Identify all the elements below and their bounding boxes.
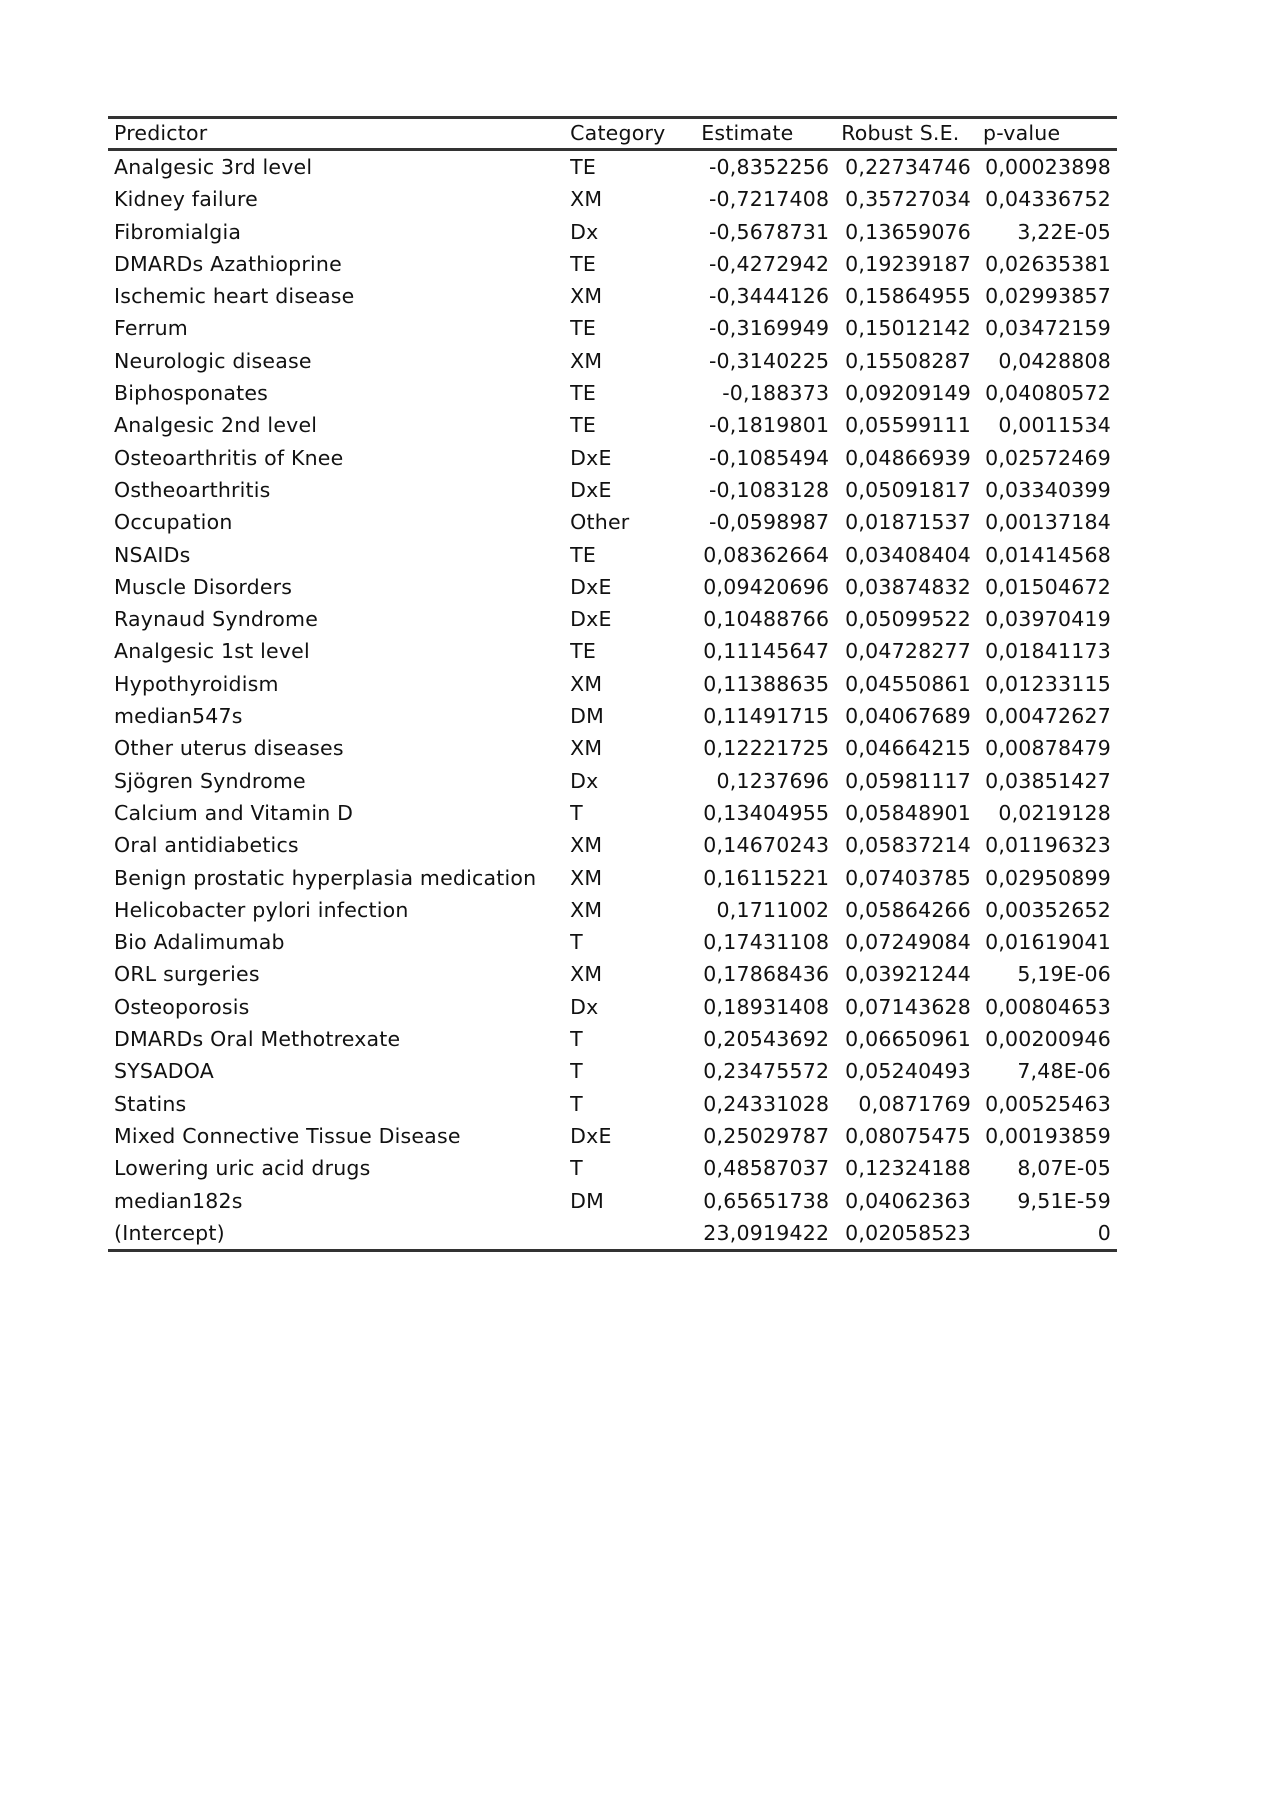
cell-predictor: Ischemic heart disease (114, 284, 355, 309)
cell-predictor: Raynaud Syndrome (114, 607, 319, 632)
cell-category: T (570, 1091, 583, 1116)
table-row (108, 862, 1117, 894)
table-row (108, 991, 1117, 1023)
cell-robust-se: 0,03408404 (845, 542, 972, 567)
table-row (108, 894, 1117, 926)
cell-p-value: 0,00023898 (985, 155, 1111, 179)
table-row (108, 700, 1117, 732)
cell-robust-se: 0,35727034 (845, 187, 972, 212)
table-row (108, 1023, 1117, 1055)
cell-predictor: Statins (114, 1091, 187, 1116)
cell-p-value: 8,07E-05 (1017, 1156, 1111, 1181)
cell-p-value: 0,02572469 (985, 445, 1111, 470)
header-p-value: p-value (983, 121, 1061, 145)
cell-category: T (570, 930, 583, 955)
cell-estimate: 0,11388635 (703, 671, 830, 696)
table-row (108, 765, 1117, 797)
cell-estimate: 0,65651738 (703, 1188, 830, 1213)
cell-category: T (570, 800, 583, 825)
cell-category: DM (570, 704, 605, 729)
cell-estimate: -0,5678731 (708, 219, 830, 244)
cell-robust-se: 0,04866939 (845, 445, 972, 470)
table-row (108, 312, 1117, 344)
cell-estimate: 0,14670243 (703, 833, 830, 858)
cell-p-value: 0,00525463 (985, 1091, 1111, 1116)
cell-predictor: DMARDs Oral Methotrexate (114, 1027, 401, 1052)
table-row (108, 926, 1117, 958)
cell-p-value: 0,02993857 (985, 284, 1111, 309)
cell-robust-se: 0,13659076 (845, 219, 972, 244)
cell-robust-se: 0,04728277 (845, 639, 972, 664)
cell-category: XM (570, 962, 603, 987)
cell-category: Dx (570, 768, 599, 793)
cell-estimate: 0,20543692 (703, 1027, 830, 1052)
table-row (108, 1120, 1117, 1152)
cell-estimate: 0,23475572 (703, 1059, 830, 1084)
cell-estimate: 0,1237696 (716, 768, 830, 793)
cell-robust-se: 0,15864955 (845, 284, 972, 309)
cell-predictor: Occupation (114, 510, 233, 535)
cell-estimate: 0,17431108 (703, 930, 830, 955)
cell-category: DxE (570, 1123, 612, 1148)
cell-robust-se: 0,15012142 (845, 316, 972, 341)
cell-estimate: 0,48587037 (703, 1156, 830, 1181)
cell-robust-se: 0,03874832 (845, 574, 972, 599)
cell-category: Dx (570, 994, 599, 1019)
cell-estimate: -0,188373 (722, 381, 830, 406)
cell-estimate: -0,7217408 (708, 187, 830, 212)
table-row (108, 409, 1117, 441)
cell-category: TE (570, 251, 597, 276)
cell-robust-se: 0,07143628 (845, 994, 972, 1019)
cell-p-value: 0,00878479 (985, 736, 1111, 761)
header-row (108, 118, 1117, 150)
table-row (108, 668, 1117, 700)
cell-estimate: 0,10488766 (703, 607, 830, 632)
cell-category: DxE (570, 445, 612, 470)
cell-robust-se: 0,04067689 (845, 704, 972, 729)
table-row (108, 797, 1117, 829)
cell-p-value: 0,01619041 (985, 930, 1111, 955)
cell-robust-se: 0,07403785 (845, 865, 972, 890)
cell-estimate: 23,0919422 (703, 1220, 830, 1245)
table-row (108, 829, 1117, 861)
cell-p-value: 9,51E-59 (1017, 1188, 1111, 1213)
cell-estimate: -0,3140225 (708, 348, 830, 373)
cell-predictor: Benign prostatic hyperplasia medication (114, 865, 537, 890)
cell-robust-se: 0,12324188 (845, 1156, 972, 1181)
cell-robust-se: 0,09209149 (845, 381, 972, 406)
cell-category: XM (570, 865, 603, 890)
cell-p-value: 0,00193859 (985, 1123, 1111, 1148)
cell-p-value: 0,00200946 (985, 1027, 1111, 1052)
cell-estimate: -0,8352256 (708, 155, 830, 179)
cell-estimate: -0,1085494 (708, 445, 830, 470)
cell-robust-se: 0,05837214 (845, 833, 972, 858)
cell-estimate: -0,0598987 (708, 510, 830, 535)
cell-p-value: 0,0219128 (998, 800, 1111, 825)
cell-robust-se: 0,04664215 (845, 736, 972, 761)
table-row (108, 216, 1117, 248)
cell-predictor: Fibromialgia (114, 219, 242, 244)
cell-category: DxE (570, 607, 612, 632)
cell-p-value: 7,48E-06 (1017, 1059, 1111, 1084)
cell-robust-se: 0,06650961 (845, 1027, 972, 1052)
cell-predictor: Ostheoarthritis (114, 477, 271, 502)
cell-p-value: 0,03851427 (985, 768, 1111, 793)
cell-category: T (570, 1027, 583, 1052)
cell-predictor: SYSADOA (114, 1059, 214, 1084)
cell-category: T (570, 1156, 583, 1181)
table-row (108, 150, 1117, 184)
cell-robust-se: 0,05091817 (845, 477, 972, 502)
cell-p-value: 0,01233115 (985, 671, 1111, 696)
cell-category: DxE (570, 477, 612, 502)
cell-category: XM (570, 284, 603, 309)
cell-robust-se: 0,05848901 (845, 800, 972, 825)
cell-predictor: Neurologic disease (114, 348, 312, 373)
table-row (108, 506, 1117, 538)
cell-category: XM (570, 736, 603, 761)
cell-category: T (570, 1059, 583, 1084)
cell-predictor: Oral antidiabetics (114, 833, 299, 858)
table-row (108, 248, 1117, 280)
cell-category: TE (570, 155, 597, 179)
cell-predictor: Osteoarthritis of Knee (114, 445, 344, 470)
cell-category: XM (570, 897, 603, 922)
cell-estimate: -0,1083128 (708, 477, 830, 502)
cell-category (564, 1217, 695, 1251)
cell-predictor: Sjögren Syndrome (114, 768, 306, 793)
header-robust-se: Robust S.E. (841, 121, 960, 145)
cell-estimate: 0,1711002 (716, 897, 830, 922)
cell-predictor: ORL surgeries (114, 962, 260, 987)
cell-p-value: 0,02950899 (985, 865, 1111, 890)
cell-category: XM (570, 671, 603, 696)
cell-predictor: Analgesic 3rd level (114, 155, 313, 179)
cell-predictor: Lowering uric acid drugs (114, 1156, 371, 1181)
cell-category: Dx (570, 219, 599, 244)
cell-category: Other (570, 510, 630, 535)
header-category: Category (570, 121, 666, 145)
cell-estimate: 0,24331028 (703, 1091, 830, 1116)
table-row (108, 1088, 1117, 1120)
cell-estimate: 0,08362664 (703, 542, 830, 567)
cell-category: DxE (570, 574, 612, 599)
table-body (108, 150, 1117, 1251)
cell-robust-se: 0,22734746 (845, 155, 972, 179)
table-row (108, 1217, 1117, 1251)
table-row (108, 474, 1117, 506)
cell-category: TE (570, 316, 597, 341)
cell-category: TE (570, 381, 597, 406)
cell-category: XM (570, 187, 603, 212)
cell-estimate: 0,11491715 (703, 704, 830, 729)
regression-results-table-container (108, 116, 1117, 1252)
cell-p-value: 0,03340399 (985, 477, 1111, 502)
cell-estimate: 0,11145647 (703, 639, 830, 664)
cell-predictor: Calcium and Vitamin D (114, 800, 354, 825)
table-row (108, 732, 1117, 764)
table-row (108, 571, 1117, 603)
cell-estimate: 0,09420696 (703, 574, 830, 599)
cell-p-value: 0,03472159 (985, 316, 1111, 341)
cell-estimate: -0,3169949 (708, 316, 830, 341)
cell-p-value: 0,01196323 (985, 833, 1111, 858)
table-row (108, 635, 1117, 667)
cell-robust-se: 0,19239187 (845, 251, 972, 276)
cell-category: DM (570, 1188, 605, 1213)
cell-p-value: 0,01504672 (985, 574, 1111, 599)
cell-robust-se: 0,08075475 (845, 1123, 972, 1148)
cell-estimate: 0,17868436 (703, 962, 830, 987)
cell-predictor: Muscle Disorders (114, 574, 293, 599)
table-row (108, 958, 1117, 990)
cell-robust-se: 0,04062363 (845, 1188, 972, 1213)
cell-robust-se: 0,05981117 (845, 768, 972, 793)
cell-predictor: Biphosponates (114, 381, 269, 406)
header-estimate: Estimate (701, 121, 794, 145)
cell-p-value: 0,0011534 (998, 413, 1111, 438)
cell-category: XM (570, 833, 603, 858)
table-row (108, 1185, 1117, 1217)
cell-robust-se: 0,02058523 (845, 1220, 972, 1245)
cell-estimate: -0,4272942 (708, 251, 830, 276)
cell-predictor: Bio Adalimumab (114, 930, 285, 955)
cell-estimate: -0,3444126 (708, 284, 830, 309)
cell-predictor: median547s (114, 704, 243, 729)
cell-category: TE (570, 413, 597, 438)
cell-robust-se: 0,05099522 (845, 607, 972, 632)
table-row (108, 280, 1117, 312)
cell-predictor: Other uterus diseases (114, 736, 344, 761)
cell-p-value: 3,22E-05 (1017, 219, 1111, 244)
cell-robust-se: 0,03921244 (845, 962, 972, 987)
cell-p-value: 5,19E-06 (1017, 962, 1111, 987)
cell-estimate: 0,12221725 (703, 736, 830, 761)
cell-robust-se: 0,05599111 (845, 413, 972, 438)
table-row (108, 345, 1117, 377)
cell-estimate: 0,16115221 (703, 865, 830, 890)
cell-predictor: NSAIDs (114, 542, 191, 567)
cell-p-value: 0 (1097, 1220, 1111, 1245)
table-row (108, 442, 1117, 474)
cell-estimate: -0,1819801 (708, 413, 830, 438)
table-row (108, 539, 1117, 571)
cell-robust-se: 0,15508287 (845, 348, 972, 373)
cell-predictor: Osteoporosis (114, 994, 250, 1019)
cell-p-value: 0,0428808 (998, 348, 1111, 373)
table-row (108, 377, 1117, 409)
cell-category: XM (570, 348, 603, 373)
cell-predictor: Analgesic 2nd level (114, 413, 318, 438)
cell-robust-se: 0,07249084 (845, 930, 972, 955)
cell-robust-se: 0,05240493 (845, 1059, 972, 1084)
cell-predictor: (Intercept) (114, 1220, 225, 1245)
cell-robust-se: 0,0871769 (858, 1091, 972, 1116)
cell-p-value: 0,02635381 (985, 251, 1111, 276)
cell-predictor: Kidney failure (114, 187, 258, 212)
table-row (108, 183, 1117, 215)
cell-robust-se: 0,05864266 (845, 897, 972, 922)
cell-p-value: 0,00472627 (985, 704, 1111, 729)
cell-p-value: 0,00352652 (985, 897, 1111, 922)
cell-p-value: 0,04080572 (985, 381, 1111, 406)
cell-predictor: Analgesic 1st level (114, 639, 310, 664)
cell-predictor: Helicobacter pylori infection (114, 897, 409, 922)
cell-p-value: 0,01414568 (985, 542, 1111, 567)
cell-estimate: 0,18931408 (703, 994, 830, 1019)
cell-p-value: 0,01841173 (985, 639, 1111, 664)
cell-predictor: median182s (114, 1188, 243, 1213)
table-header (108, 118, 1117, 150)
cell-p-value: 0,00804653 (985, 994, 1111, 1019)
table-row (108, 1152, 1117, 1184)
cell-category: TE (570, 542, 597, 567)
cell-robust-se: 0,04550861 (845, 671, 972, 696)
cell-robust-se: 0,01871537 (845, 510, 972, 535)
table-row (108, 603, 1117, 635)
cell-p-value: 0,03970419 (985, 607, 1111, 632)
cell-p-value: 0,04336752 (985, 187, 1111, 212)
cell-estimate: 0,13404955 (703, 800, 830, 825)
cell-p-value: 0,00137184 (985, 510, 1111, 535)
table-row (108, 1055, 1117, 1087)
cell-predictor: Ferrum (114, 316, 188, 341)
cell-predictor: Hypothyroidism (114, 671, 279, 696)
cell-estimate: 0,25029787 (703, 1123, 830, 1148)
cell-predictor: Mixed Connective Tissue Disease (114, 1123, 461, 1148)
cell-category: TE (570, 639, 597, 664)
regression-results-table (108, 116, 1117, 1252)
cell-predictor: DMARDs Azathioprine (114, 251, 342, 276)
header-predictor: Predictor (114, 121, 208, 145)
